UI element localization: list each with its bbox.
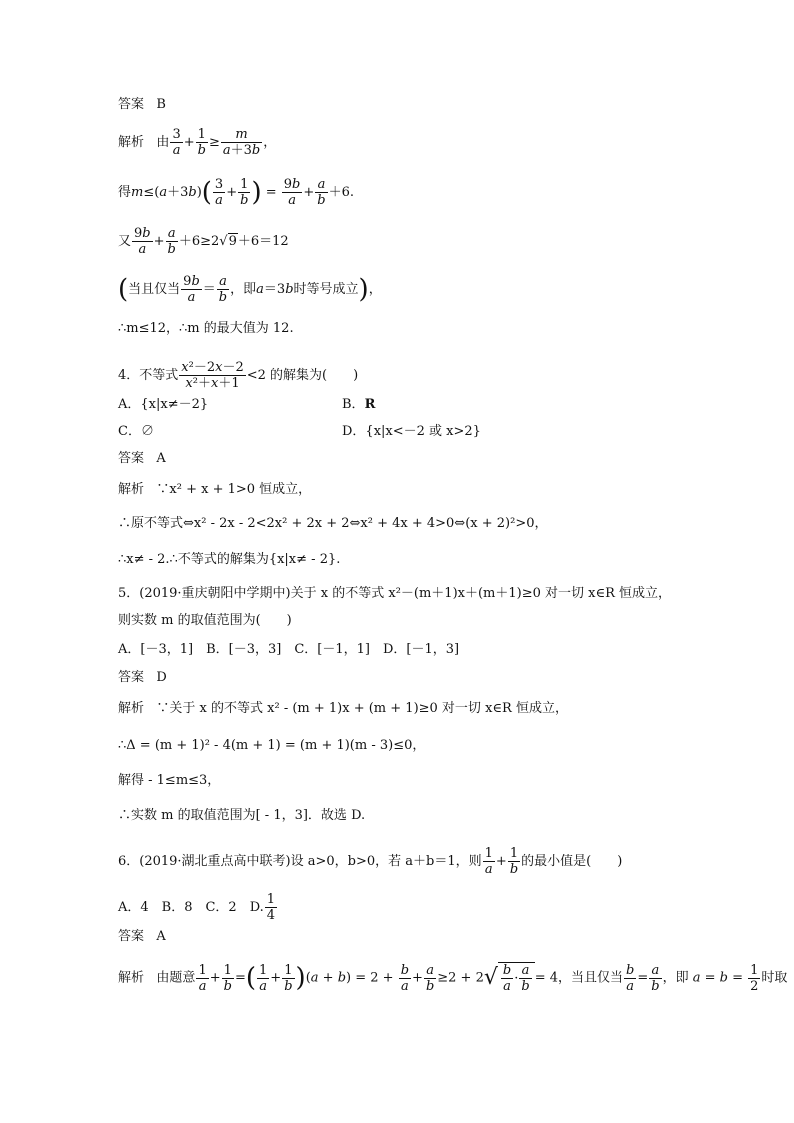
q6-analysis-line1: 解析 由题意 $\frac{1}{a}$ + $\frac{1}{b}$ =( $\frac{1}{a}$ + $\frac{1}{b}$ )(a + b) = 2 + $\frac{b}{a}$ + $\frac{a}{b}$ ≥2 + 2√ $\frac{b}{a}$ · $\frac{a}{b}$ = 4，当且仅当 $\frac{b}{a}$ = $\frac{a}{b}$ ，即 a = b = $\frac{1}{2}$ 时取 bbox=[118, 962, 788, 994]
q3-analysis-line5: ∴m≤12，∴m 的最大值为 12. bbox=[118, 321, 294, 336]
q5-analysis-line1: 解析 ∵关于 x 的不等式 x² - (m + 1)x + (m + 1)≥0 对一切 x∈R 恒成立， bbox=[118, 701, 568, 716]
q4-option-b: B．R bbox=[342, 397, 376, 412]
q4-option-c: C．∅ bbox=[118, 424, 154, 439]
q5-answer: 答案 D bbox=[118, 670, 167, 685]
q4-analysis-line1: 解析 ∵x² + x + 1>0 恒成立， bbox=[118, 482, 312, 497]
q5-analysis-line3: 解得 - 1≤m≤3， bbox=[118, 773, 221, 788]
q3-analysis-line3: 又 $\frac{9b}{a}$ + $\frac{a}{b}$ ＋6≥2√9＋6＝12 bbox=[118, 226, 289, 257]
q6-stem: 6．(2019·湖北重点高中联考)设 a>0，b>0，若 a＋b＝1，则 $\frac{1}{a}$ + $\frac{1}{b}$ 的最小值是( ) bbox=[118, 846, 623, 877]
q5-stem-line1: 5．(2019·重庆朝阳中学期中)关于 x 的不等式 x²－(m＋1)x＋(m＋1)≥0 对一切 x∈R 恒成立， bbox=[118, 586, 672, 601]
q3-answer: 答案 B bbox=[118, 97, 166, 112]
q4-analysis-line3: ∴x≠ - 2.∴不等式的解集为{x|x≠ - 2}. bbox=[118, 552, 341, 567]
q4-option-a: A．{x|x≠－2} bbox=[118, 397, 209, 412]
q6-options: A．4 B．8 C．2 D. $\frac{1}{4}$ bbox=[118, 892, 276, 923]
q4-analysis-line2: ∴原不等式⇔x² - 2x - 2<2x² + 2x + 2⇔x² + 4x + 4>0⇔(x + 2)²>0， bbox=[118, 516, 548, 531]
q3-analysis-line4: (当且仅当 $\frac{9b}{a}$ ＝ $\frac{a}{b}$ ，即a＝3b时等号成立)， bbox=[118, 274, 382, 305]
q5-analysis-line4: ∴实数 m 的取值范围为[ - 1，3]．故选 D. bbox=[118, 808, 366, 823]
q4-stem: 4．不等式 $\frac{\text{x²－2x－2}}{\text{x²＋x＋1}}$ <2 的解集为( ) bbox=[118, 360, 359, 391]
q3-analysis-line2: 得m≤(a＋3b)( $\frac{3}{a}$ + $\frac{1}{b}$ ) = $\frac{9b}{a}$ + $\frac{a}{b}$ ＋6. bbox=[118, 177, 355, 208]
q4-option-d: D．{x|x<－2 或 x>2} bbox=[342, 424, 481, 439]
q5-options: A．[－3，1] B．[－3，3] C．[－1，1] D．[－1，3] bbox=[118, 642, 460, 657]
q3-analysis-line1: 解析 由 $\frac{3}{a}$ + $\frac{1}{b}$ ≥ $\frac{m}{a+3b}$ ， bbox=[118, 127, 277, 158]
q6-answer: 答案 A bbox=[118, 929, 166, 944]
q5-analysis-line2: ∴Δ = (m + 1)² - 4(m + 1) = (m + 1)(m - 3)≤0， bbox=[118, 738, 426, 753]
q5-stem-line2: 则实数 m 的取值范围为( ) bbox=[118, 613, 292, 628]
q4-answer: 答案 A bbox=[118, 451, 166, 466]
